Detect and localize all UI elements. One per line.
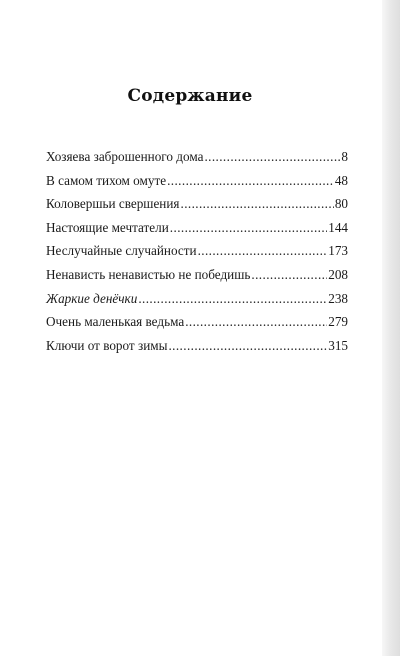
- toc-entry: [46, 220, 348, 244]
- toc-entry-title: Настоящие мечтатели: [46, 219, 169, 235]
- toc-entry: [46, 338, 348, 362]
- toc-entry-title: Ненависть ненавистью не победишь: [46, 266, 251, 282]
- toc-dot-leader: [185, 314, 327, 330]
- toc-dot-leader: [168, 338, 327, 354]
- toc-entry: [46, 291, 348, 315]
- toc-entry-page: 144: [328, 219, 348, 235]
- toc-entry-page: 173: [328, 243, 348, 259]
- toc-entry-title: В самом тихом омуте: [46, 172, 167, 188]
- toc-entry: [46, 149, 348, 173]
- toc-entry-page: 279: [328, 314, 348, 330]
- toc-entry-title: Коловершьи свершения: [46, 196, 180, 212]
- toc-dot-leader: [167, 173, 334, 189]
- toc-entry-title: Жаркие денёчки: [46, 290, 138, 306]
- toc-dot-leader: [170, 220, 327, 236]
- page-title: Содержание: [127, 86, 253, 106]
- toc-entry-page: 208: [328, 266, 348, 282]
- page-edge-shadow: [382, 0, 400, 656]
- table-of-contents: [46, 149, 348, 361]
- toc-entry: [46, 314, 348, 338]
- toc-dot-leader: [251, 267, 327, 283]
- toc-entry: [46, 243, 348, 267]
- toc-dot-leader: [204, 149, 340, 165]
- toc-entry-page: 8: [341, 149, 348, 164]
- toc-entry-title: Неслучайные случайности: [46, 243, 197, 259]
- toc-entry-title: Ключи от ворот зимы: [46, 337, 168, 353]
- toc-entry: [46, 173, 348, 197]
- toc-entry-page: 238: [328, 290, 348, 306]
- toc-entry-page: 80: [334, 196, 348, 212]
- toc-dot-leader: [198, 243, 328, 259]
- toc-entry-title: Очень маленькая ведьма: [46, 314, 185, 330]
- toc-entry-title: Хозяева заброшенного дома: [46, 149, 204, 164]
- toc-entry-page: 48: [334, 172, 348, 188]
- toc-dot-leader: [181, 196, 334, 212]
- toc-entry: [46, 196, 348, 220]
- toc-entry: [46, 267, 348, 291]
- toc-dot-leader: [138, 291, 327, 307]
- toc-entry-page: 315: [328, 337, 348, 353]
